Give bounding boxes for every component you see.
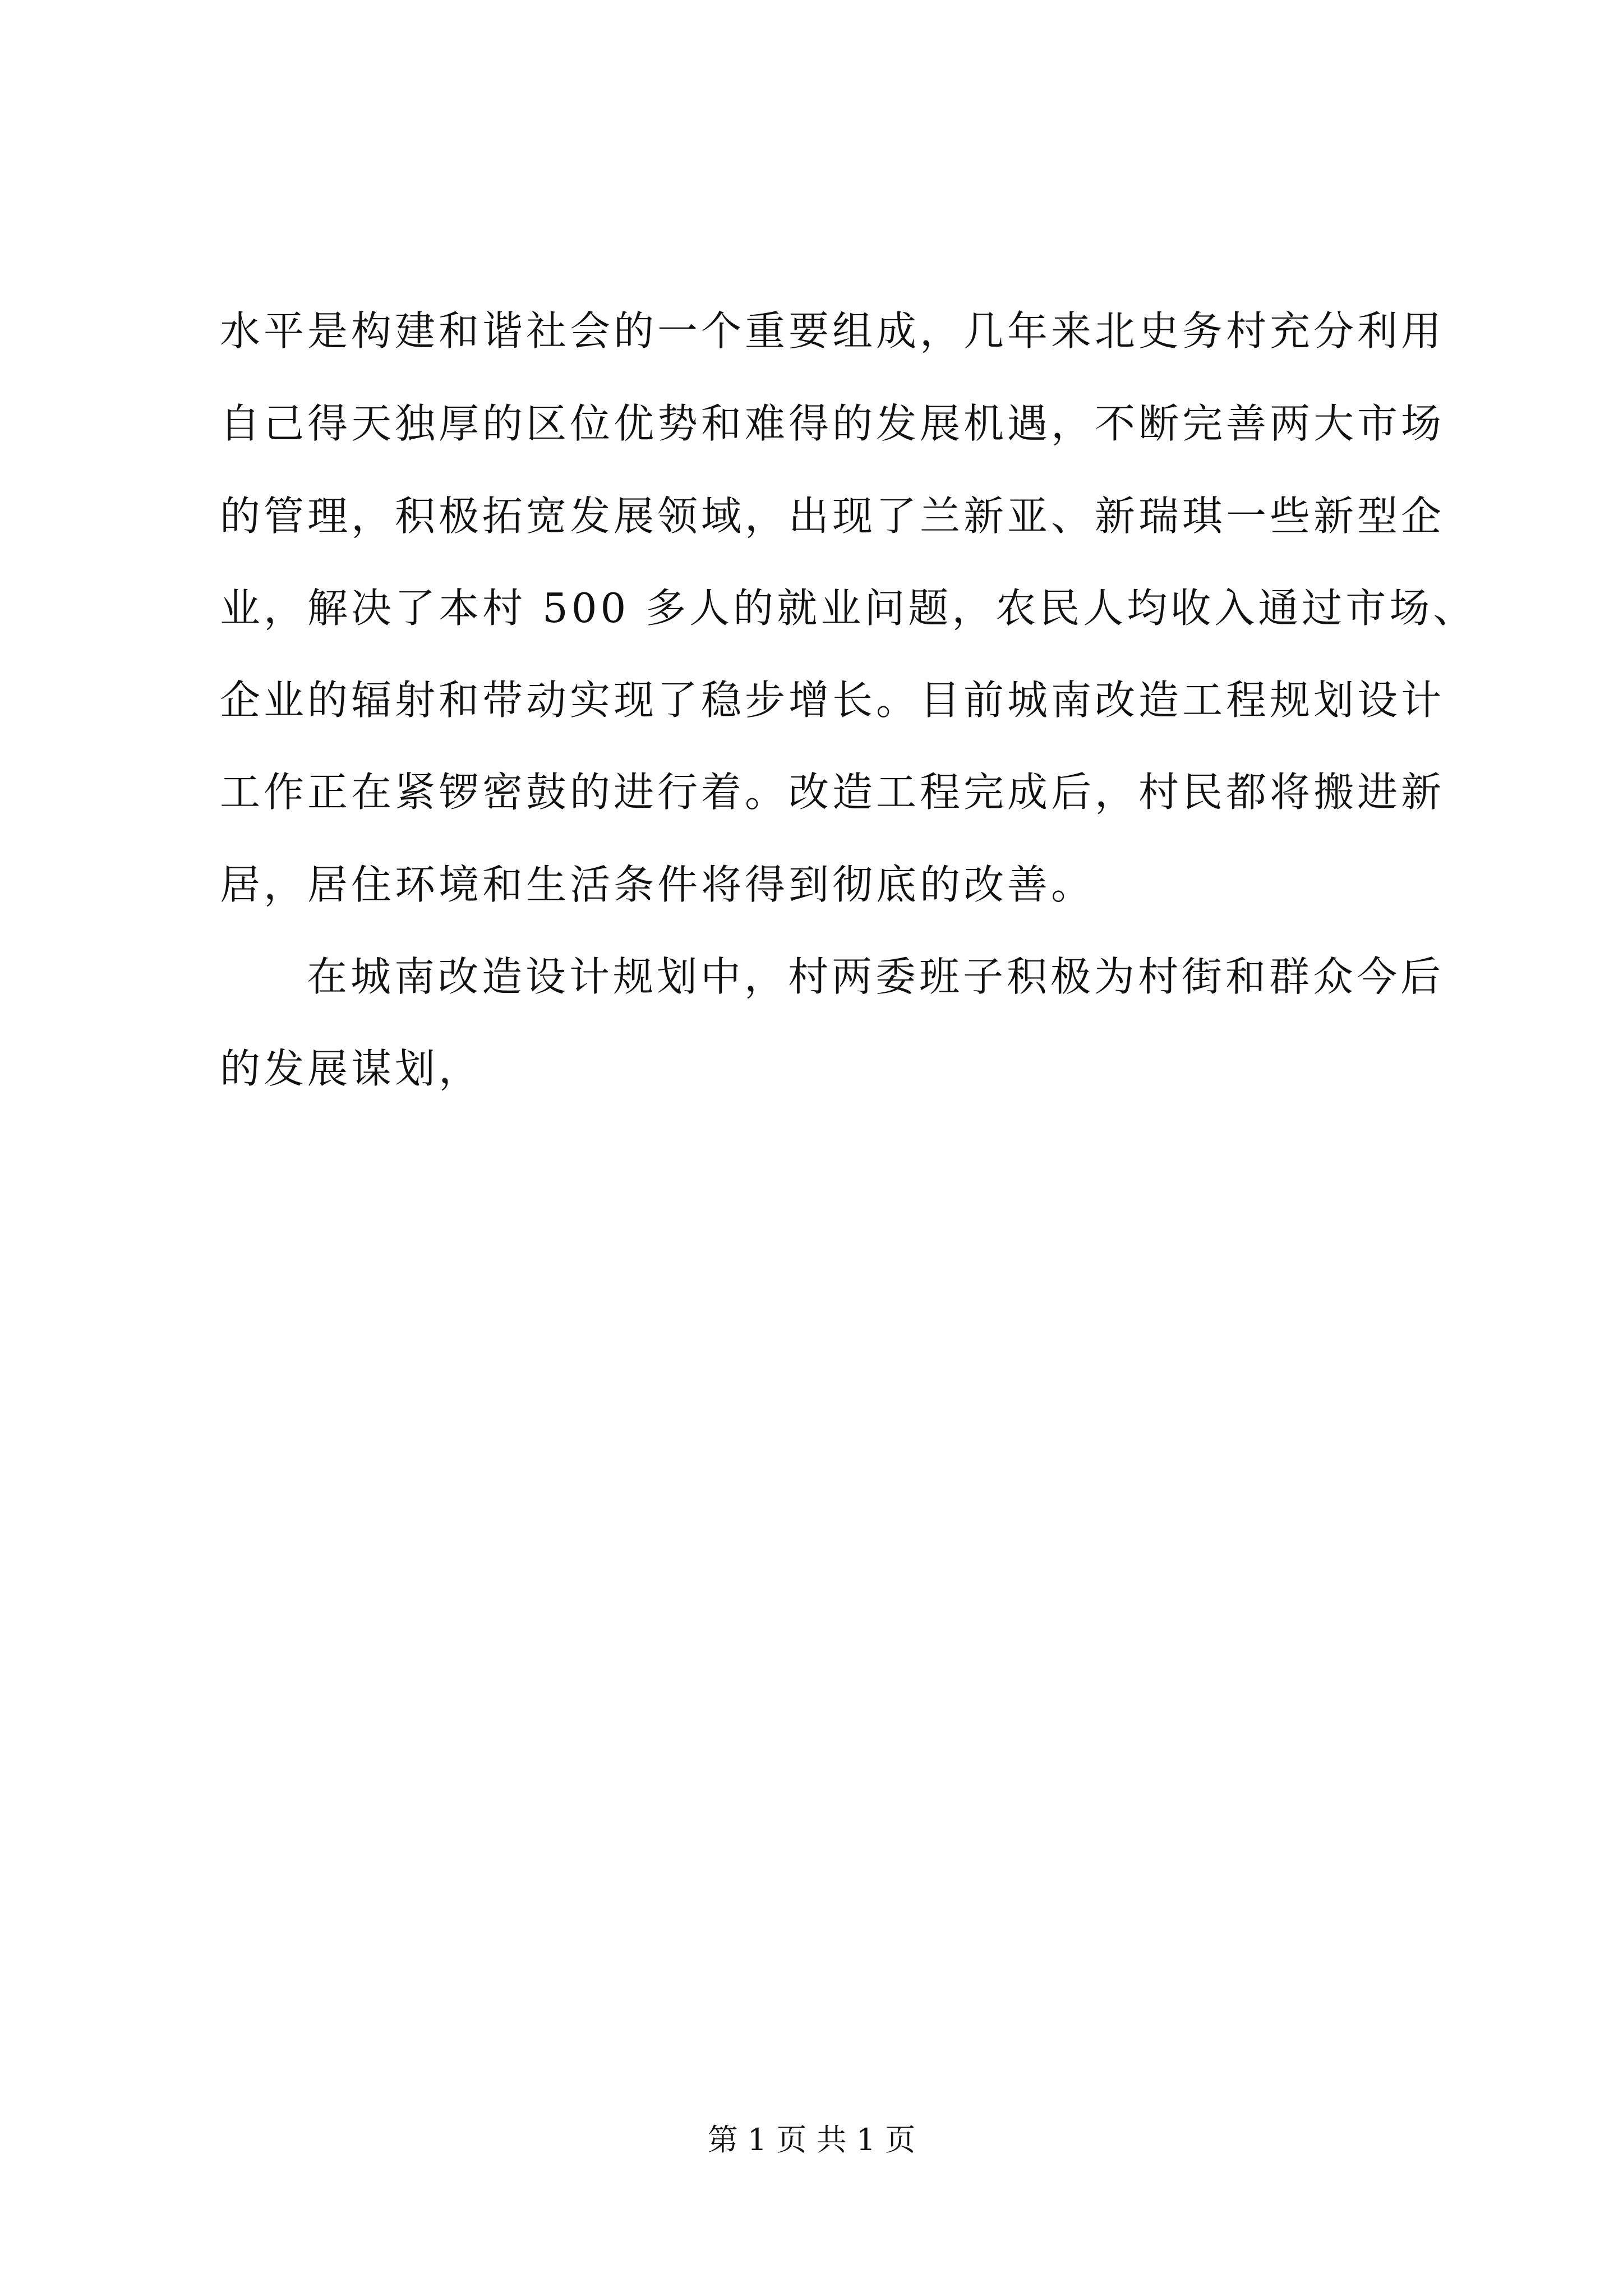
text-line: 的发展谋划， [220,1045,483,1092]
text-line: 自己得天独厚的区位优势和难得的发展机遇，不断完善两大市场 [220,400,1445,447]
text-line: 工作正在紧锣密鼓的进行着。改造工程完成后，村民都将搬进新 [220,769,1445,816]
page-footer: 第 1 页 共 1 页 [707,2122,916,2157]
text-line: 业，解决了本村 500 多人的就业问题，农民人均收入通过市场、 [220,585,1477,632]
text-line: 居，居住环境和生活条件将得到彻底的改善。 [220,861,1095,908]
text-line: 水平是构建和谐社会的一个重要组成，几年来北史务村充分利用 [220,307,1445,355]
text-line: 的管理，积极拓宽发展领域，出现了兰新亚、新瑞琪一些新型企 [220,493,1445,540]
text-line: 企业的辐射和带动实现了稳步增长。目前城南改造工程规划设计 [220,677,1445,724]
text-line: 在城南改造设计规划中，村两委班子积极为村街和群众今后 [307,953,1445,1000]
